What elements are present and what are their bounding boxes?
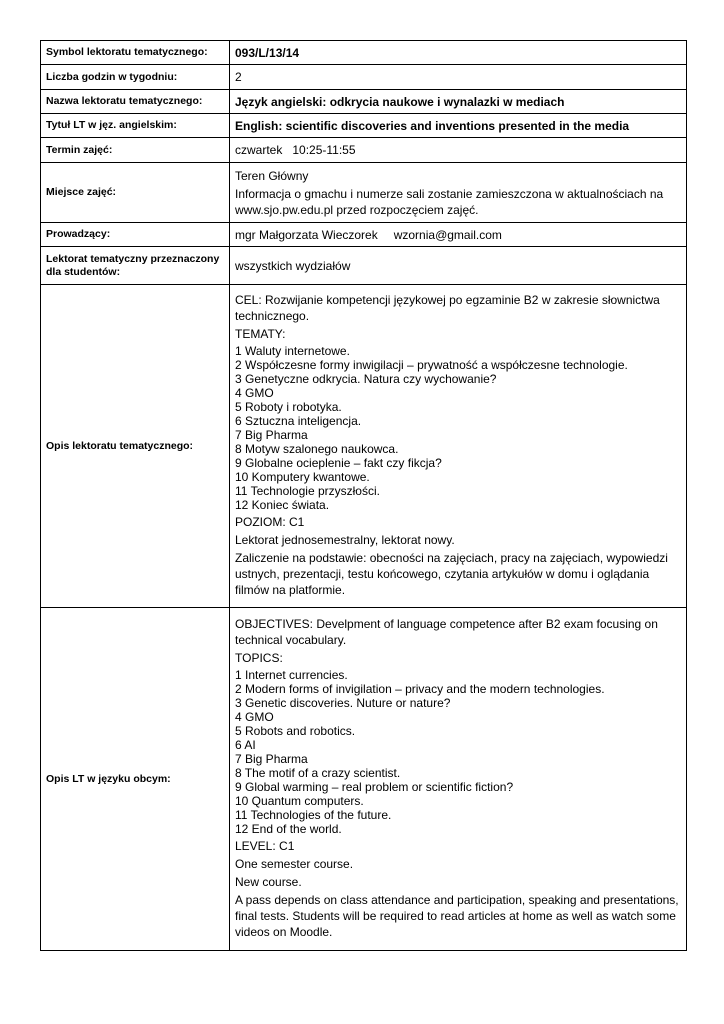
- label-english-title: Tytuł LT w jęz. angielskim:: [41, 114, 230, 138]
- en-level: LEVEL: C1: [235, 839, 295, 853]
- list-item: 8 Motyw szalonego naukowca.: [235, 442, 399, 456]
- pl-topics-list: [235, 344, 681, 512]
- location-info: Informacja o gmachu i numerze sali zostanie zamieszczona w aktualnościach na www.sjo.pw.edu.pl przed rozpoczęciem zajęć.: [235, 186, 664, 217]
- label-description-pl: Opis lektoratu tematycznego:: [41, 285, 230, 608]
- value-description-pl: [230, 285, 687, 608]
- list-item: 7 Big Pharma: [235, 752, 308, 766]
- list-item: 3 Genetyczne odkrycia. Natura czy wychowanie?: [235, 372, 497, 386]
- list-item: 4 GMO: [235, 710, 274, 724]
- row-audience: [41, 247, 687, 285]
- row-location: [41, 163, 687, 223]
- location-campus: Teren Główny: [235, 168, 309, 183]
- en-course-length: One semester course.: [235, 857, 354, 871]
- label-course-name: Nazwa lektoratu tematycznego:: [41, 90, 230, 114]
- label-teacher: Prowadzący:: [41, 223, 230, 247]
- list-item: 8 The motif of a crazy scientist.: [235, 766, 401, 780]
- row-schedule: [41, 138, 687, 163]
- list-item: 5 Roboty i robotyka.: [235, 400, 342, 414]
- list-item: 9 Globalne ocieplenie – fakt czy fikcja?: [235, 456, 442, 470]
- value-english-title: English: scientific discoveries and inventions presented in the media: [230, 114, 687, 138]
- list-item: 12 End of the world.: [235, 822, 342, 836]
- value-schedule: czwartek 10:25-11:55: [230, 138, 687, 163]
- row-description-pl: [41, 285, 687, 608]
- list-item: 3 Genetic discoveries. Nuture or nature?: [235, 696, 451, 710]
- label-hours: Liczba godzin w tygodniu:: [41, 65, 230, 90]
- label-description-en: Opis LT w języku obcym:: [41, 608, 230, 951]
- pl-level: POZIOM: C1: [235, 515, 305, 529]
- row-teacher: [41, 223, 687, 247]
- list-item: 10 Quantum computers.: [235, 794, 364, 808]
- list-item: 9 Global warming – real problem or scientific fiction?: [235, 780, 514, 794]
- list-item: 5 Robots and robotics.: [235, 724, 356, 738]
- list-item: 10 Komputery kwantowe.: [235, 470, 370, 484]
- label-location: Miejsce zajęć:: [41, 163, 230, 223]
- row-hours: [41, 65, 687, 90]
- row-course-name: [41, 90, 687, 114]
- list-item: 12 Koniec świata.: [235, 498, 330, 512]
- en-topics-list: [235, 668, 681, 836]
- list-item: 4 GMO: [235, 386, 274, 400]
- value-location: [230, 163, 687, 223]
- list-item: 7 Big Pharma: [235, 428, 308, 442]
- pl-topics-heading: TEMATY:: [235, 327, 286, 341]
- pl-pass: Zaliczenie na podstawie: obecności na zajęciach, pracy na zajęciach, wypowiedzi ustnych, prezentacji, testu końcowego, czytania artykułów w domu i oglądania filmów na platformie.: [235, 551, 668, 597]
- label-audience: Lektorat tematyczny przeznaczony dla studentów:: [41, 247, 230, 285]
- list-item: 11 Technologie przyszłości.: [235, 484, 380, 498]
- en-course-new: New course.: [235, 875, 302, 889]
- list-item: 6 AI: [235, 738, 256, 752]
- list-item: 6 Sztuczna inteligencja.: [235, 414, 362, 428]
- en-goal: OBJECTIVES: Develpment of language competence after B2 exam focusing on technical vocabulary.: [235, 617, 658, 647]
- label-symbol: Symbol lektoratu tematycznego:: [41, 41, 230, 65]
- en-topics-heading: TOPICS:: [235, 651, 283, 665]
- value-audience: wszystkich wydziałów: [230, 247, 687, 285]
- value-symbol: 093/L/13/14: [230, 41, 687, 65]
- value-hours: 2: [230, 65, 687, 90]
- list-item: 1 Internet currencies.: [235, 668, 348, 682]
- row-description-en: [41, 608, 687, 951]
- row-english-title: [41, 114, 687, 138]
- label-schedule: Termin zajęć:: [41, 138, 230, 163]
- course-info-table: [40, 40, 687, 951]
- list-item: 11 Technologies of the future.: [235, 808, 392, 822]
- teacher-name: mgr Małgorzata Wieczorek: [235, 227, 378, 242]
- value-description-en: [230, 608, 687, 951]
- list-item: 2 Modern forms of invigilation – privacy and the modern technologies.: [235, 682, 605, 696]
- pl-goal: CEL: Rozwijanie kompetencji językowej po egzaminie B2 w zakresie słownictwa technicznego.: [235, 293, 660, 323]
- list-item: 1 Waluty internetowe.: [235, 344, 350, 358]
- en-pass: A pass depends on class attendance and participation, speaking and presentations, final tests. Students will be required to read articles at home as well as watch some videos on Moodle.: [235, 893, 679, 939]
- list-item: 2 Współczesne formy inwigilacji – prywatność a współczesne technologie.: [235, 358, 628, 372]
- teacher-email: wzornia@gmail.com: [393, 227, 502, 242]
- row-symbol: [41, 41, 687, 65]
- pl-course: Lektorat jednosemestralny, lektorat nowy.: [235, 533, 455, 547]
- value-teacher: [230, 223, 687, 247]
- value-course-name: Język angielski: odkrycia naukowe i wynalazki w mediach: [230, 90, 687, 114]
